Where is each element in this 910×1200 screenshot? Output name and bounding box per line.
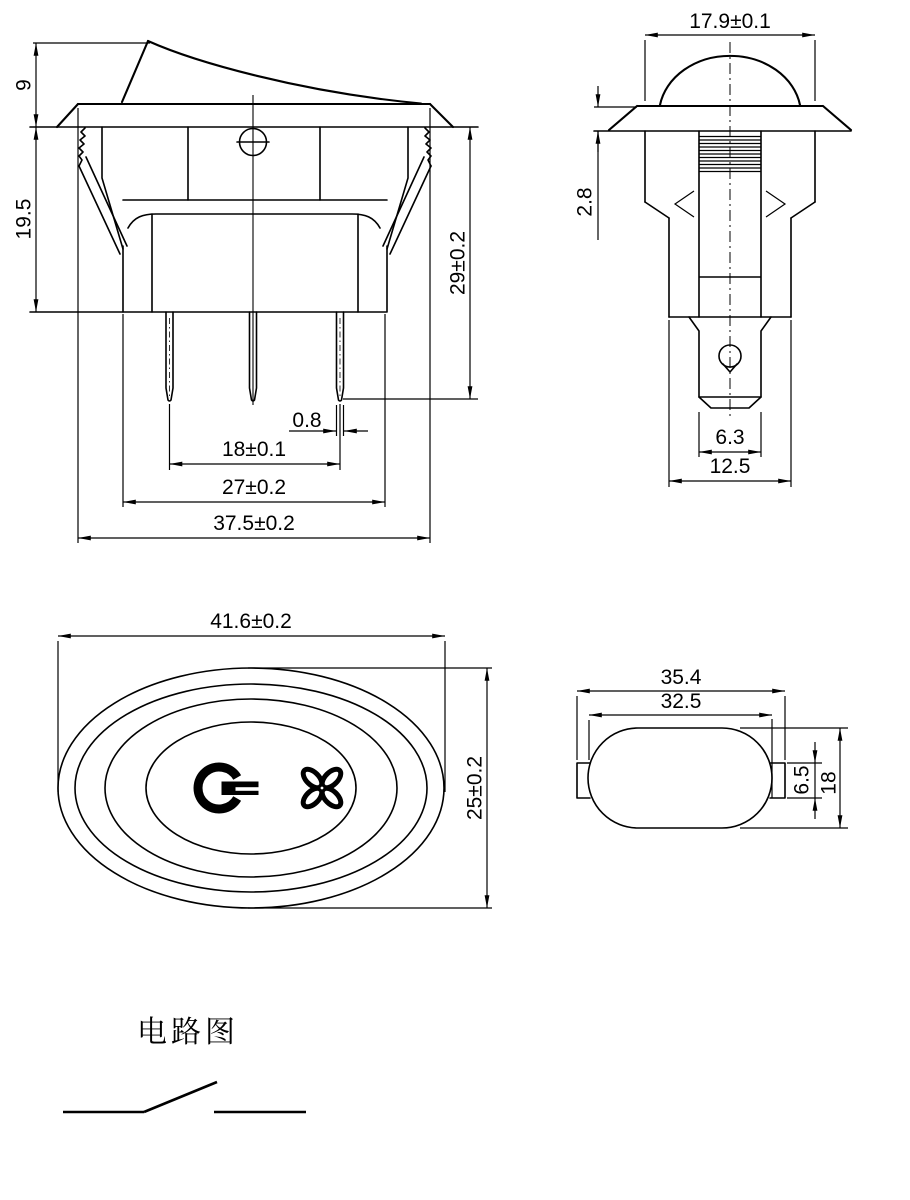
dim-terminal-thickness (289, 405, 368, 436)
dim-label-cutout-height: 18 (817, 771, 841, 795)
dim-label-terminal-spacing: 18±0.1 (221, 438, 287, 461)
dim-body-height (13, 127, 36, 312)
fan-icon (300, 766, 344, 810)
power-icon (198, 767, 259, 809)
dim-overall-height (343, 127, 478, 399)
dim-label-body-height: 19.5 (12, 198, 36, 240)
dim-label-cutout-width: 32.5 (660, 690, 702, 713)
rocker-well-walls (188, 127, 320, 200)
circuit-title: 电路图 (137, 1016, 239, 1049)
bezel-flange (30, 104, 478, 127)
terminal-pins (166, 312, 344, 401)
housing-body (30, 200, 387, 312)
dim-label-terminal-thickness: 0.8 (292, 409, 322, 432)
front-view (13, 41, 478, 543)
dim-label-rocker-height: 9 (12, 79, 36, 91)
dim-label-bezel-height: 25±0.2 (463, 755, 487, 821)
dim-label-terminal-width: 6.3 (715, 426, 745, 449)
side-view (574, 10, 851, 487)
dim-label-bezel-width: 37.5±0.2 (213, 512, 295, 535)
dim-label-body-depth: 17.9±0.1 (689, 10, 771, 33)
rocker-actuator (122, 41, 421, 104)
dim-cutout-width (589, 690, 772, 798)
dim-body-width (123, 314, 385, 507)
dim-bezel-length (58, 610, 445, 792)
circuit-diagram (63, 1016, 306, 1112)
dim-label-overall-height: 29±0.2 (446, 230, 470, 296)
dim-label-body-width: 27±0.2 (221, 476, 287, 499)
side-bezel-flange (594, 106, 851, 131)
dim-cutout-outer-width (577, 666, 785, 760)
dim-label-notch-height: 6.5 (790, 765, 814, 795)
panel-cutout-view (577, 666, 848, 828)
dim-bezel-height (248, 668, 492, 908)
mounting-clip-left (79, 127, 127, 254)
dim-label-bezel-thickness: 2.8 (573, 187, 597, 217)
dim-label-cutout-outer-width: 35.4 (660, 666, 702, 689)
dim-label-bezel-length: 41.6±0.2 (210, 610, 292, 633)
top-view (58, 610, 492, 908)
spst-switch-symbol (63, 1082, 306, 1112)
dim-terminal-width (699, 412, 761, 457)
cutout-stadium (588, 728, 772, 828)
mounting-clip-right (383, 127, 431, 254)
dim-label-housing-depth: 12.5 (709, 455, 751, 478)
dim-bezel-thickness (574, 86, 598, 240)
